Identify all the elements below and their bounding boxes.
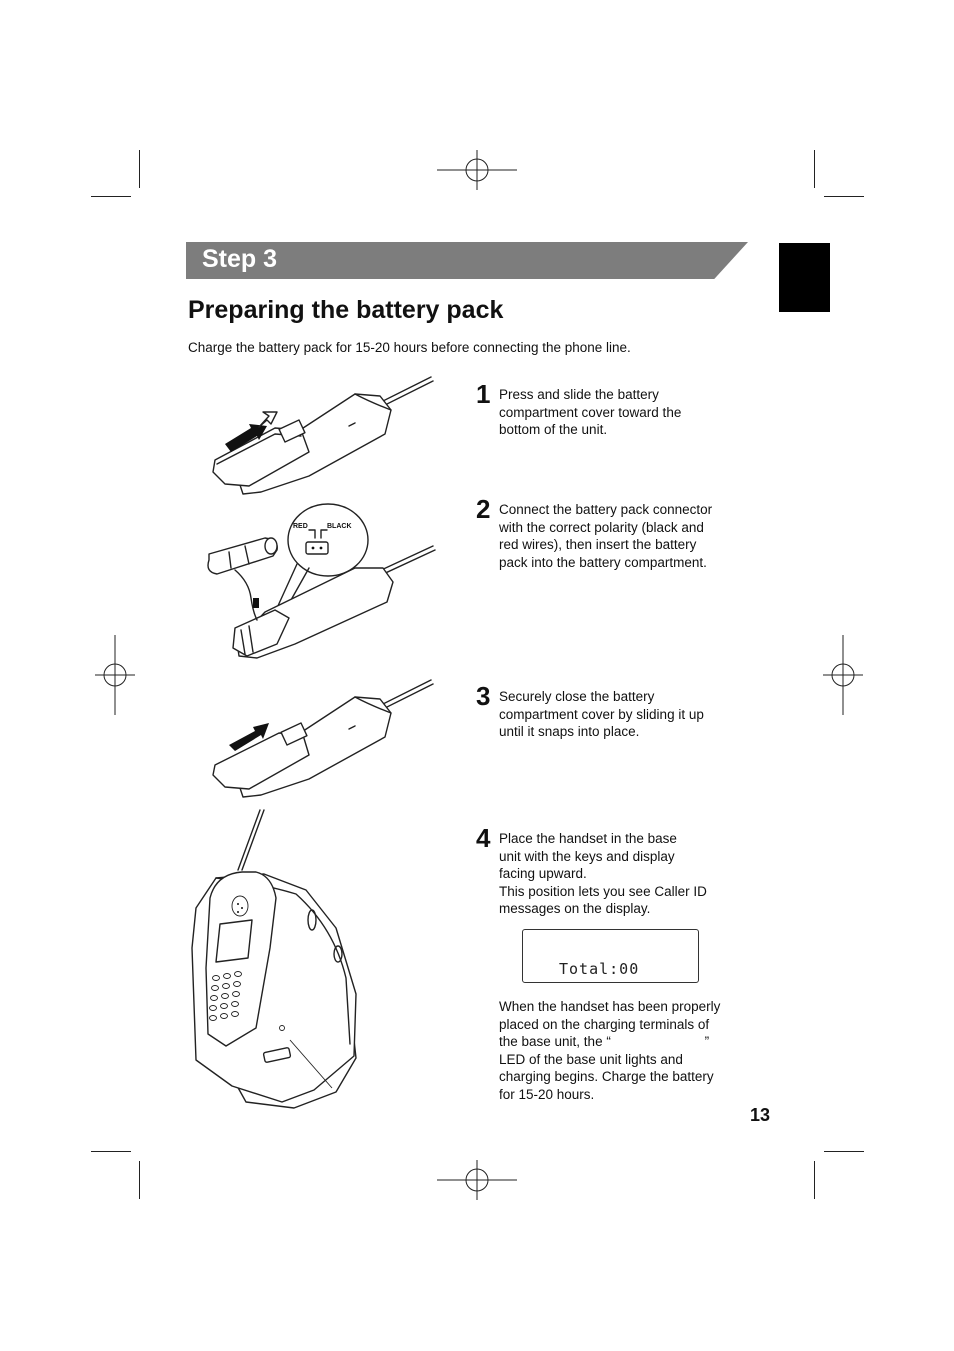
- crop-mark: [814, 150, 815, 188]
- page-number: 13: [750, 1105, 771, 1125]
- step-label: Step 3: [202, 245, 278, 273]
- step-number: 3: [476, 681, 491, 711]
- step-number: 4: [476, 823, 491, 853]
- black-wire-label: BLACK: [327, 523, 352, 530]
- crop-mark: [91, 196, 131, 197]
- page-title: Preparing the battery pack: [188, 296, 504, 324]
- crop-mark: [814, 1161, 815, 1199]
- step-1-text: Press and slide the battery compartment cover toward the bottom of the unit.: [499, 387, 682, 438]
- battery-insert-illustration: [205, 502, 440, 662]
- crop-mark: [139, 1161, 140, 1199]
- lcd-display: [522, 929, 699, 983]
- registration-mark: [437, 1160, 517, 1200]
- crop-mark: [139, 150, 140, 188]
- step-4-text: Place the handset in the base unit with the keys and display facing upward. This position lets you see Caller ID messages on the display.: [499, 831, 707, 917]
- red-wire-label: RED: [293, 523, 308, 530]
- crop-mark: [824, 196, 864, 197]
- step-number: 1: [476, 379, 491, 409]
- registration-mark: [823, 635, 863, 715]
- handset-cover-close-illustration: [205, 675, 440, 800]
- crop-mark: [91, 1151, 131, 1152]
- intro-text: Charge the battery pack for 15-20 hours before connecting the phone line.: [188, 340, 631, 355]
- step-4-note: When the handset has been properly placed on the charging terminals of the base unit, the “ ” LED of the base unit lights and charging begins. Charge the battery for 15-20 hours.: [499, 999, 721, 1102]
- step-number: 2: [476, 494, 491, 524]
- registration-mark: [437, 150, 517, 190]
- handset-cover-open-illustration: [205, 372, 440, 497]
- registration-mark: [95, 635, 135, 715]
- handset-in-base-illustration: [186, 808, 366, 1113]
- step-3-text: Securely close the battery compartment cover by sliding it up until it snaps into place.: [499, 689, 704, 740]
- step-2-text: Connect the battery pack connector with the correct polarity (black and red wires), then insert the battery pack into the battery compartment.: [499, 502, 713, 570]
- lcd-display-text: Total:00: [559, 960, 640, 978]
- section-tab: [779, 243, 830, 312]
- crop-mark: [824, 1151, 864, 1152]
